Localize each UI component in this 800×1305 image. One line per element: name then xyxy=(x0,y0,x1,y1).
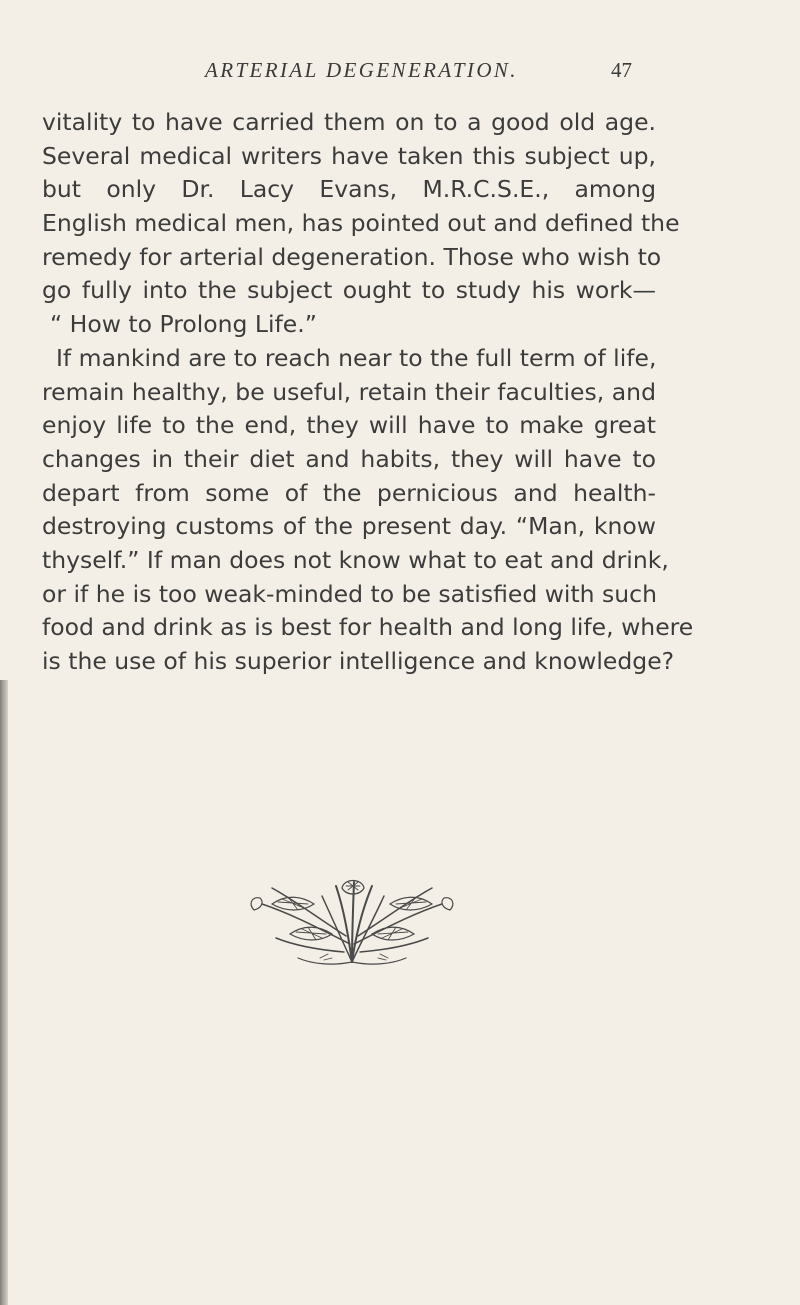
text-line: English medical men, has pointed out and defined the xyxy=(42,209,680,238)
text-line: enjoy life to the end, they will have to make great xyxy=(42,411,656,440)
text-line: or if he is too weak-minded to be satisfied with such xyxy=(42,579,657,608)
text-line: remedy for arterial degeneration. Those who wish to xyxy=(42,242,662,271)
text-line: go fully into the subject ought to study his work— xyxy=(42,276,656,305)
running-title: ARTERIAL DEGENERATION. xyxy=(205,58,518,82)
running-head xyxy=(205,58,655,98)
text-line: remain healthy, be useful, retain their faculties, and xyxy=(42,377,656,406)
page-number: 47 xyxy=(611,58,632,82)
text-line: “ How to Prolong Life.” xyxy=(50,310,317,339)
text-line: depart from some of the pernicious and health- xyxy=(42,478,656,507)
floral-tailpiece-icon xyxy=(232,874,472,970)
text-line: thyself.” If man does not know what to eat and drink, xyxy=(42,545,669,574)
text-line: food and drink as is best for health and long life, where xyxy=(42,613,694,642)
text-line: but only Dr. Lacy Evans, M.R.C.S.E., among xyxy=(42,175,656,204)
text-line: Several medical writers have taken this subject up, xyxy=(42,141,656,170)
text-line: is the use of his superior intelligence and knowledge? xyxy=(42,647,675,675)
text-line: changes in their diet and habits, they will have to xyxy=(42,444,656,473)
page-edge-shadow xyxy=(0,680,8,1305)
text-line: If mankind are to reach near to the full term of life, xyxy=(56,343,657,372)
text-line: vitality to have carried them on to a good old age. xyxy=(42,108,656,136)
body-text xyxy=(42,106,694,679)
text-line: destroying customs of the present day. “Man, know xyxy=(42,512,656,541)
